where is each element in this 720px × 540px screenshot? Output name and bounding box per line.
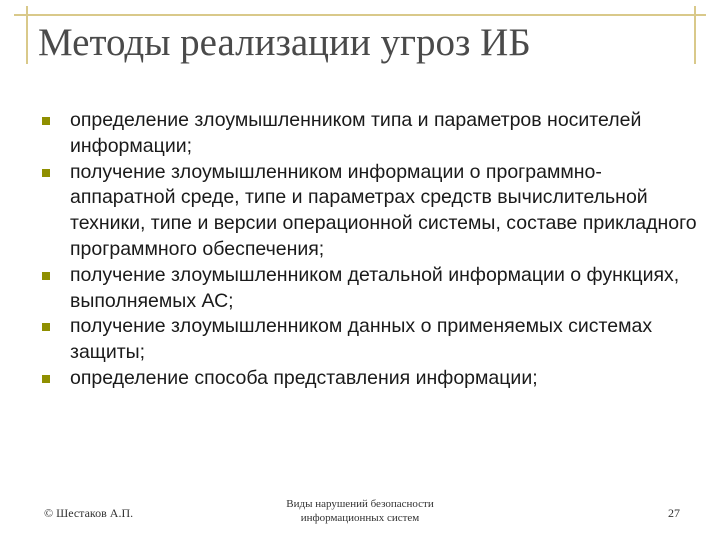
bullet-item xyxy=(40,108,700,160)
square-bullet-icon xyxy=(42,272,50,280)
bullet-list xyxy=(40,108,700,392)
bullet-item xyxy=(40,366,700,392)
bullet-text: получение злоумышленником детальной информации о функциях, выполняемых АС; xyxy=(70,263,680,312)
square-bullet-icon xyxy=(42,117,50,125)
footer-author: © Шестаков А.П. xyxy=(44,506,134,520)
footer-topic-line-1: Виды нарушений безопасности xyxy=(286,498,434,510)
square-bullet-icon xyxy=(42,169,50,177)
bullet-item xyxy=(40,160,700,263)
square-bullet-icon xyxy=(42,323,50,331)
bullet-text: определение злоумышленником типа и параметров носителей информации; xyxy=(70,109,642,157)
square-bullet-icon xyxy=(42,375,50,383)
bullet-text: получение злоумышленником информации о программно-аппаратной среде, типе и параметрах средств вычислительной техники, типе и версии операционной системы, составе прикладного программного обеспечения; xyxy=(70,160,697,260)
title-frame-top-line xyxy=(14,14,706,16)
bullet-item xyxy=(40,314,700,366)
title-frame-right-line xyxy=(694,6,696,64)
bullet-item xyxy=(40,263,700,315)
footer-topic xyxy=(255,497,465,525)
bullet-text: определение способа представления информации; xyxy=(70,366,538,389)
footer-topic-line-2: информационных систем xyxy=(300,512,420,524)
bullet-text: получение злоумышленником данных о применяемых системах защиты; xyxy=(70,315,653,364)
page-number: 27 xyxy=(668,506,680,520)
slide-title: Методы реализации угроз ИБ xyxy=(38,21,531,64)
title-frame-left-line xyxy=(26,6,28,64)
